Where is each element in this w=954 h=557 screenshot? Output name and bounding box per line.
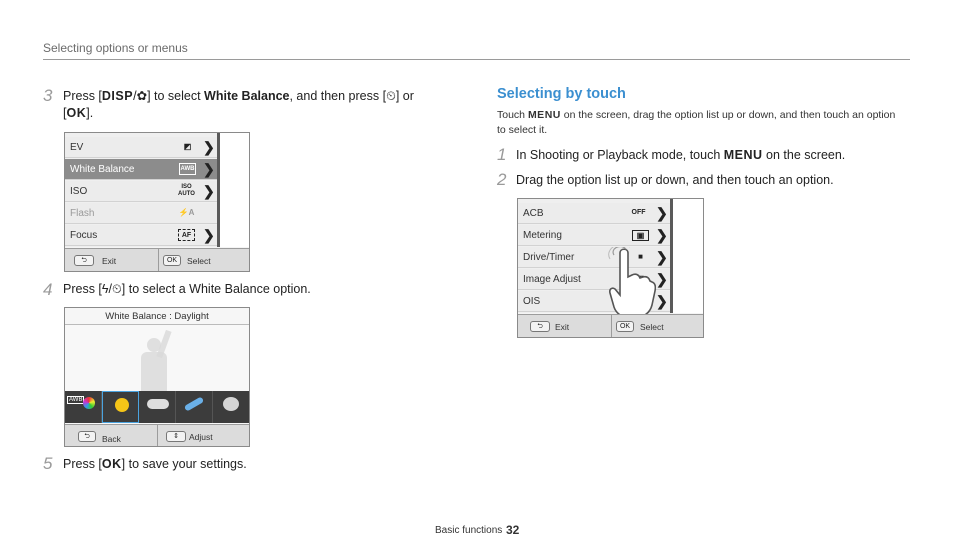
chevron-right-icon: ❯: [203, 139, 215, 155]
back-label: Back: [102, 434, 121, 444]
wb-option-strip[interactable]: [65, 391, 249, 423]
camera-touch-menu-screen: [517, 198, 704, 338]
iso-auto-icon: ISO AUTO: [178, 184, 195, 197]
sun-icon: [115, 398, 129, 412]
metering-icon: ▣: [632, 230, 649, 241]
wb-option-awb[interactable]: AWB: [65, 391, 102, 423]
chevron-right-icon: ❯: [656, 249, 668, 265]
adjust-key-icon[interactable]: ⇕: [166, 431, 186, 442]
menu-item[interactable]: Image Adjust ❯: [518, 269, 670, 290]
exit-label: Exit: [102, 256, 117, 266]
cloud-icon: [147, 399, 169, 409]
step-3-text: Press [DISP/✿] to select White Balance, and then press [⏲] or [OK].: [63, 89, 414, 120]
back-key-icon[interactable]: ⮌: [74, 255, 94, 266]
camera-menu-screen: [64, 132, 250, 272]
chevron-right-icon: ❯: [656, 271, 668, 287]
macro-icon: ✿: [136, 89, 148, 103]
step-number: 4: [43, 280, 53, 299]
adjust-label: Adjust: [189, 432, 213, 442]
camera-footer: [65, 248, 249, 272]
preview-area: [673, 199, 704, 313]
step-2-text: Drag the option list up or down, and then touch an option.: [516, 173, 834, 187]
select-label: Select: [187, 256, 211, 266]
chevron-right-icon: ❯: [656, 293, 668, 309]
wb-option-daylight[interactable]: [102, 391, 139, 423]
white-balance-screen: [64, 307, 250, 447]
acb-off-icon: OFF: [631, 209, 646, 216]
menu-item[interactable]: OIS ❯: [518, 291, 670, 312]
back-key-icon[interactable]: ⮌: [530, 321, 550, 332]
ok-key[interactable]: OK: [163, 255, 181, 266]
preview-area: [220, 133, 250, 247]
chevron-right-icon: ❯: [203, 183, 215, 199]
step-number: 1: [497, 145, 507, 164]
touch-hand-icon: [606, 247, 656, 319]
wb-option-cloudy[interactable]: [139, 391, 176, 423]
camera-footer: [65, 424, 249, 447]
step-number: 3: [43, 86, 53, 105]
chevron-right-icon: ❯: [656, 205, 668, 221]
section-heading: Selecting by touch: [497, 86, 626, 102]
step-1-text: In Shooting or Playback mode, touch MENU on the screen.: [516, 148, 846, 162]
header-rule: [43, 59, 910, 60]
back-key-icon[interactable]: ⮌: [78, 431, 96, 442]
select-label: Select: [640, 322, 664, 332]
step-4-text: Press [ϟ/⏲] to select a White Balance option.: [63, 282, 311, 296]
color-wheel-icon: [83, 397, 95, 409]
step-5-text: Press [OK] to save your settings.: [63, 457, 247, 471]
awb-icon: AWB: [179, 163, 196, 175]
af-icon: AF: [178, 229, 195, 241]
flash-auto-icon: ⚡A: [178, 208, 195, 217]
wb-title: White Balance : Daylight: [65, 308, 249, 325]
single-shot-icon: ■: [638, 252, 643, 261]
intro-paragraph: Touch MENU on the screen, drag the option list up or down, and then touch an option to select it.: [497, 109, 896, 136]
menu-item[interactable]: ISO ISO AUTO ❯: [65, 181, 217, 202]
camera-footer: [518, 314, 703, 338]
chevron-right-icon: ❯: [203, 227, 215, 243]
footer-section-label: Basic functions: [435, 525, 503, 536]
wb-option-fluorescent-h[interactable]: [176, 391, 213, 423]
menu-item[interactable]: Flash ⚡A: [65, 203, 217, 224]
menu-item[interactable]: Drive/Timer ■ ❯: [518, 247, 670, 268]
chevron-right-icon: ❯: [203, 161, 215, 177]
ev-icon: ◩: [183, 142, 192, 151]
step-number: 5: [43, 454, 53, 473]
chevron-right-icon: ❯: [656, 227, 668, 243]
menu-item-selected[interactable]: White Balance AWB ❯: [65, 159, 217, 180]
fluorescent-icon: [223, 397, 239, 411]
ok-key[interactable]: OK: [616, 321, 634, 332]
section-header: Selecting options or menus: [43, 41, 188, 55]
menu-item[interactable]: Focus AF ❯: [65, 225, 217, 246]
flash-icon: ϟ: [101, 282, 109, 296]
menu-item[interactable]: EV ◩ ❯: [65, 137, 217, 158]
menu-item[interactable]: Metering ▣ ❯: [518, 225, 670, 246]
wb-option-fluorescent-l[interactable]: [213, 391, 250, 423]
exit-label: Exit: [555, 322, 570, 332]
menu-item[interactable]: ACB OFF ❯: [518, 203, 670, 224]
fluorescent-icon: [184, 396, 204, 411]
timer-icon: ⏲: [112, 282, 122, 296]
page-number: 32: [506, 523, 520, 537]
preview-silhouette-body: [141, 352, 167, 392]
step-number: 2: [497, 170, 507, 189]
timer-icon: ⏲: [386, 89, 396, 103]
